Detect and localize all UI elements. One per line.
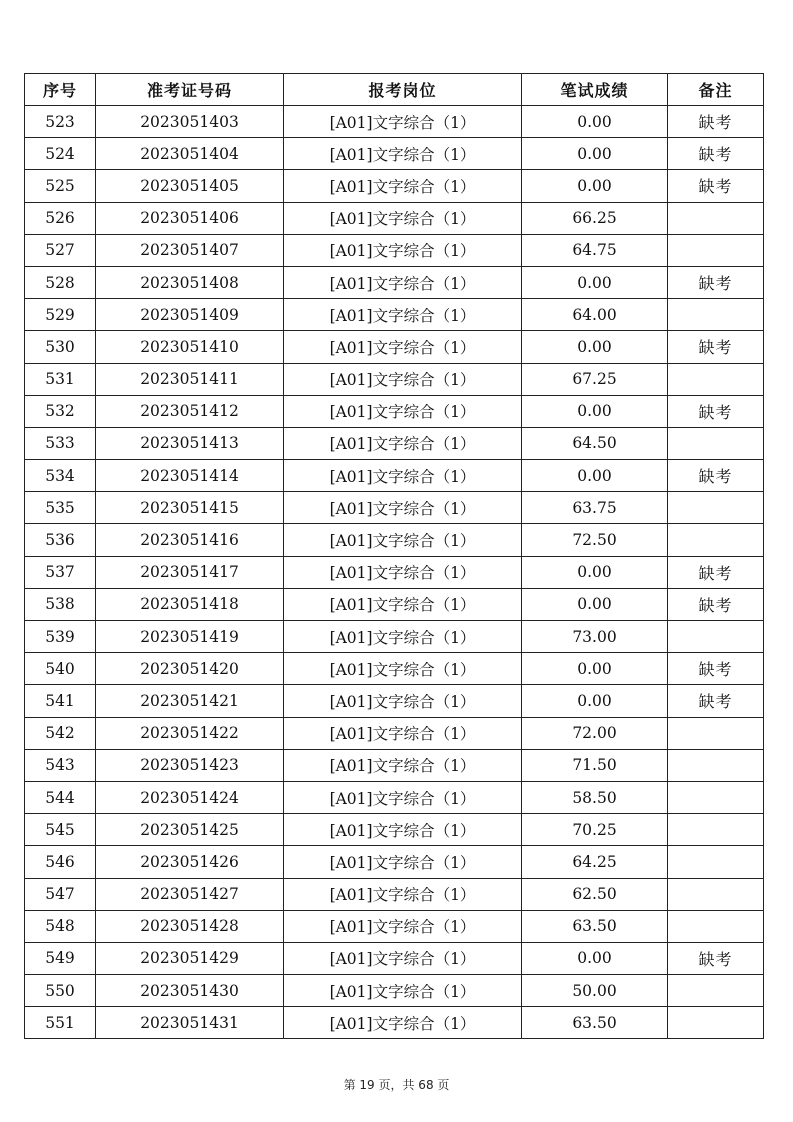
cell-note: 缺考 [668,138,764,170]
cell-written-score: 0.00 [522,331,668,363]
table-row [25,460,764,492]
cell-seq: 533 [25,427,96,459]
table-row [25,942,764,974]
cell-ticket-number: 2023051416 [96,524,284,556]
table-row [25,1007,764,1039]
cell-note [668,975,764,1007]
cell-written-score: 0.00 [522,395,668,427]
cell-ticket-number: 2023051404 [96,138,284,170]
cell-seq: 532 [25,395,96,427]
cell-position: [A01]文字综合（1） [284,975,522,1007]
cell-ticket-number: 2023051410 [96,331,284,363]
cell-seq: 526 [25,202,96,234]
cell-written-score: 64.00 [522,299,668,331]
cell-written-score: 0.00 [522,588,668,620]
cell-seq: 545 [25,814,96,846]
cell-position: [A01]文字综合（1） [284,492,522,524]
cell-note: 缺考 [668,266,764,298]
cell-note: 缺考 [668,395,764,427]
cell-position: [A01]文字综合（1） [284,910,522,942]
cell-seq: 525 [25,170,96,202]
table-row [25,427,764,459]
cell-ticket-number: 2023051413 [96,427,284,459]
cell-written-score: 71.50 [522,749,668,781]
cell-position: [A01]文字综合（1） [284,106,522,138]
cell-seq: 536 [25,524,96,556]
cell-ticket-number: 2023051426 [96,846,284,878]
cell-note [668,202,764,234]
cell-ticket-number: 2023051408 [96,266,284,298]
table-row [25,170,764,202]
cell-written-score: 63.50 [522,910,668,942]
cell-written-score: 0.00 [522,460,668,492]
cell-position: [A01]文字综合（1） [284,717,522,749]
cell-written-score: 70.25 [522,814,668,846]
cell-ticket-number: 2023051424 [96,781,284,813]
cell-ticket-number: 2023051430 [96,975,284,1007]
table-row [25,621,764,653]
cell-written-score: 66.25 [522,202,668,234]
cell-position: [A01]文字综合（1） [284,331,522,363]
cell-written-score: 63.50 [522,1007,668,1039]
cell-position: [A01]文字综合（1） [284,363,522,395]
header-written-score: 笔试成绩 [522,74,668,106]
cell-seq: 543 [25,749,96,781]
cell-seq: 551 [25,1007,96,1039]
cell-position: [A01]文字综合（1） [284,942,522,974]
cell-ticket-number: 2023051415 [96,492,284,524]
cell-written-score: 64.25 [522,846,668,878]
table-row [25,588,764,620]
cell-note [668,524,764,556]
table-row [25,717,764,749]
cell-seq: 546 [25,846,96,878]
page-footer: 第 19 页，共 68 页 [343,1078,450,1092]
cell-ticket-number: 2023051403 [96,106,284,138]
cell-ticket-number: 2023051418 [96,588,284,620]
cell-ticket-number: 2023051428 [96,910,284,942]
cell-ticket-number: 2023051420 [96,653,284,685]
cell-note: 缺考 [668,556,764,588]
cell-ticket-number: 2023051425 [96,814,284,846]
exam-results-table [24,73,764,1039]
cell-position: [A01]文字综合（1） [284,234,522,266]
cell-position: [A01]文字综合（1） [284,814,522,846]
cell-note: 缺考 [668,942,764,974]
cell-note: 缺考 [668,331,764,363]
cell-written-score: 0.00 [522,266,668,298]
cell-written-score: 50.00 [522,975,668,1007]
table-row [25,975,764,1007]
cell-position: [A01]文字综合（1） [284,266,522,298]
cell-ticket-number: 2023051411 [96,363,284,395]
table-row [25,653,764,685]
table-row [25,749,764,781]
cell-written-score: 63.75 [522,492,668,524]
table-row [25,814,764,846]
cell-seq: 549 [25,942,96,974]
cell-position: [A01]文字综合（1） [284,395,522,427]
cell-ticket-number: 2023051423 [96,749,284,781]
cell-ticket-number: 2023051409 [96,299,284,331]
table-row [25,910,764,942]
cell-written-score: 0.00 [522,556,668,588]
cell-ticket-number: 2023051406 [96,202,284,234]
cell-seq: 535 [25,492,96,524]
cell-position: [A01]文字综合（1） [284,781,522,813]
cell-seq: 539 [25,621,96,653]
cell-seq: 550 [25,975,96,1007]
cell-note [668,781,764,813]
table-row [25,234,764,266]
table-row [25,331,764,363]
cell-note [668,234,764,266]
cell-position: [A01]文字综合（1） [284,427,522,459]
cell-note: 缺考 [668,460,764,492]
cell-seq: 529 [25,299,96,331]
cell-seq: 540 [25,653,96,685]
cell-seq: 531 [25,363,96,395]
cell-seq: 534 [25,460,96,492]
cell-seq: 528 [25,266,96,298]
cell-ticket-number: 2023051412 [96,395,284,427]
cell-note: 缺考 [668,170,764,202]
header-ticket-number: 准考证号码 [96,74,284,106]
cell-written-score: 0.00 [522,170,668,202]
cell-ticket-number: 2023051407 [96,234,284,266]
cell-note [668,910,764,942]
cell-written-score: 0.00 [522,942,668,974]
cell-seq: 548 [25,910,96,942]
table-row [25,106,764,138]
cell-written-score: 0.00 [522,653,668,685]
cell-written-score: 0.00 [522,106,668,138]
cell-written-score: 64.50 [522,427,668,459]
cell-seq: 537 [25,556,96,588]
cell-note [668,814,764,846]
header-seq: 序号 [25,74,96,106]
table-row [25,878,764,910]
cell-seq: 541 [25,685,96,717]
cell-note [668,621,764,653]
cell-ticket-number: 2023051431 [96,1007,284,1039]
cell-seq: 547 [25,878,96,910]
cell-written-score: 72.50 [522,524,668,556]
cell-position: [A01]文字综合（1） [284,588,522,620]
cell-position: [A01]文字综合（1） [284,138,522,170]
cell-note [668,717,764,749]
cell-position: [A01]文字综合（1） [284,524,522,556]
cell-position: [A01]文字综合（1） [284,621,522,653]
cell-note [668,427,764,459]
cell-seq: 542 [25,717,96,749]
cell-seq: 530 [25,331,96,363]
table-row [25,395,764,427]
cell-note: 缺考 [668,588,764,620]
cell-position: [A01]文字综合（1） [284,653,522,685]
cell-position: [A01]文字综合（1） [284,685,522,717]
cell-seq: 538 [25,588,96,620]
cell-note [668,1007,764,1039]
table-row [25,299,764,331]
cell-written-score: 67.25 [522,363,668,395]
cell-ticket-number: 2023051422 [96,717,284,749]
table-body [25,106,764,1039]
cell-seq: 524 [25,138,96,170]
cell-position: [A01]文字综合（1） [284,556,522,588]
cell-written-score: 0.00 [522,685,668,717]
table-row [25,202,764,234]
cell-note [668,846,764,878]
cell-ticket-number: 2023051417 [96,556,284,588]
cell-seq: 523 [25,106,96,138]
cell-position: [A01]文字综合（1） [284,170,522,202]
cell-written-score: 64.75 [522,234,668,266]
header-position: 报考岗位 [284,74,522,106]
cell-note: 缺考 [668,106,764,138]
cell-written-score: 73.00 [522,621,668,653]
cell-written-score: 58.50 [522,781,668,813]
cell-note [668,363,764,395]
header-note: 备注 [668,74,764,106]
cell-position: [A01]文字综合（1） [284,202,522,234]
table-row [25,556,764,588]
table-row [25,138,764,170]
cell-ticket-number: 2023051414 [96,460,284,492]
cell-note: 缺考 [668,653,764,685]
cell-position: [A01]文字综合（1） [284,299,522,331]
cell-note [668,492,764,524]
cell-ticket-number: 2023051419 [96,621,284,653]
table-row [25,781,764,813]
cell-note [668,299,764,331]
cell-seq: 527 [25,234,96,266]
cell-position: [A01]文字综合（1） [284,460,522,492]
cell-position: [A01]文字综合（1） [284,749,522,781]
cell-note [668,878,764,910]
cell-note [668,749,764,781]
table-row [25,846,764,878]
table-header-row [25,74,764,106]
cell-written-score: 72.00 [522,717,668,749]
cell-written-score: 0.00 [522,138,668,170]
cell-seq: 544 [25,781,96,813]
table-row [25,492,764,524]
cell-ticket-number: 2023051429 [96,942,284,974]
table-row [25,524,764,556]
cell-written-score: 62.50 [522,878,668,910]
cell-position: [A01]文字综合（1） [284,846,522,878]
cell-position: [A01]文字综合（1） [284,1007,522,1039]
cell-ticket-number: 2023051421 [96,685,284,717]
table-row [25,266,764,298]
cell-ticket-number: 2023051405 [96,170,284,202]
cell-note: 缺考 [668,685,764,717]
table-row [25,685,764,717]
cell-ticket-number: 2023051427 [96,878,284,910]
cell-position: [A01]文字综合（1） [284,878,522,910]
table-row [25,363,764,395]
